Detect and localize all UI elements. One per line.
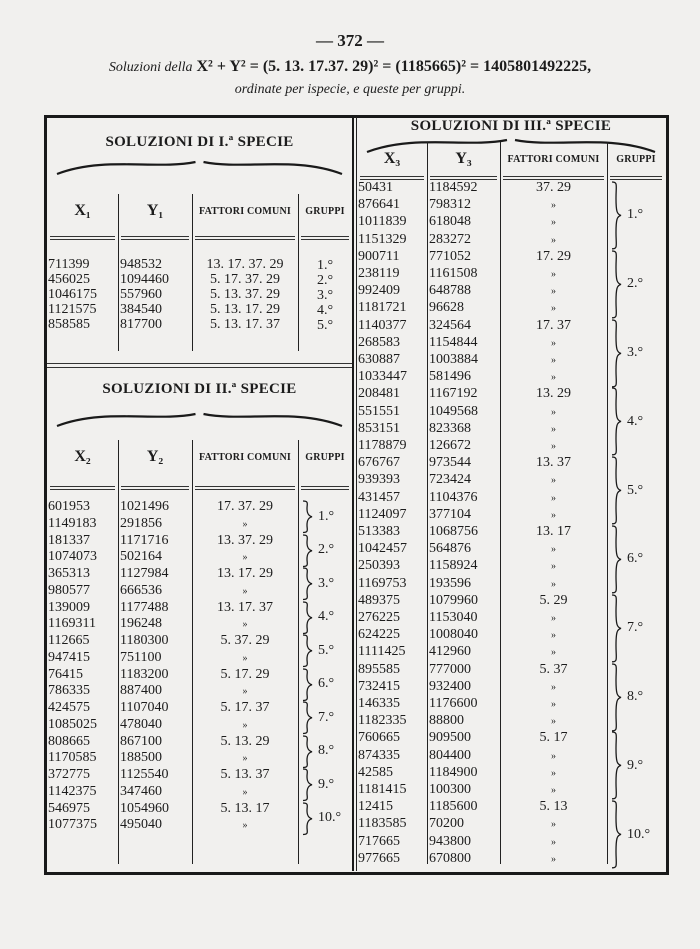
group-brace: [301, 768, 315, 802]
y-value: 291856: [120, 515, 162, 531]
column-header-s3-1: Y₃: [455, 150, 472, 167]
x-value: 431457: [358, 489, 400, 505]
group-label: 2.°: [318, 542, 335, 558]
common-factors: 17. 37. 29: [217, 499, 273, 514]
x-value: 139009: [48, 599, 90, 615]
x-value: 1124097: [358, 506, 407, 522]
common-factors: 5. 17. 37. 29: [210, 272, 280, 287]
ditto-mark: »: [551, 372, 556, 384]
column-line-s3: [427, 142, 428, 864]
y-value: 1127984: [120, 566, 169, 581]
group-label: 3.°: [316, 288, 334, 303]
y-value: 1184592: [429, 180, 478, 195]
ditto-mark: »: [551, 492, 556, 504]
header-rule-s2: [50, 486, 115, 490]
group-label: 6.°: [627, 551, 644, 567]
y-value: 909500: [429, 730, 471, 746]
y-value: 1054960: [120, 800, 169, 816]
ditto-mark: »: [242, 652, 248, 664]
y-value: 932400: [429, 678, 471, 694]
x-value: 112665: [48, 633, 90, 648]
common-factors: 13. 37: [536, 455, 571, 471]
column-header-s3-2: FATTORI COMUNI: [507, 154, 600, 165]
x-value: 876641: [358, 197, 400, 213]
ditto-mark: »: [551, 681, 556, 693]
y-value: 823368: [429, 420, 471, 436]
x-value: 624225: [358, 627, 400, 643]
y-value: 564876: [429, 541, 471, 557]
column-header-s2-1: Y₂: [146, 448, 164, 465]
group-brace: [610, 663, 624, 732]
common-factors: 17. 29: [536, 248, 571, 264]
x-value: 732415: [358, 678, 400, 694]
y-value: 1176600: [429, 696, 478, 711]
group-label: 8.°: [318, 743, 335, 759]
y-value: 377104: [429, 506, 471, 522]
y-value: 777000: [429, 661, 471, 677]
y-value: 384540: [120, 302, 162, 317]
x-value: 513383: [358, 524, 400, 539]
y-value: 1177488: [120, 599, 169, 615]
x-value: 146335: [358, 696, 400, 711]
group-label: 4.°: [316, 303, 334, 318]
ditto-mark: »: [551, 785, 556, 796]
header-rule-s1: [301, 236, 349, 240]
column-header-s1-1: Y₁: [146, 202, 164, 219]
page-title: [0, 58, 700, 76]
ditto-mark: »: [551, 355, 556, 366]
group-label: 1.°: [627, 207, 644, 223]
ditto-mark: »: [551, 767, 556, 779]
column-header-s2-3: GRUPPI: [305, 452, 345, 463]
x-value: 372775: [48, 767, 90, 782]
header-rule-s2: [301, 486, 349, 490]
ditto-mark: »: [242, 686, 248, 698]
x-value: 717665: [358, 833, 400, 849]
common-factors: 5. 37. 29: [220, 633, 270, 648]
group-brace: [610, 250, 624, 319]
ditto-mark: »: [551, 699, 556, 710]
x-value: 1178879: [358, 438, 407, 453]
ditto-mark: »: [551, 200, 556, 212]
y-value: 723424: [429, 472, 471, 488]
group-brace: [610, 525, 624, 594]
ditto-mark: »: [551, 286, 556, 298]
y-value: 88800: [429, 713, 464, 729]
common-factors: 13. 17. 37. 29: [206, 257, 284, 272]
group-label: 3.°: [318, 575, 335, 591]
group-brace: [610, 181, 624, 250]
common-factors: 5. 17. 37: [220, 700, 270, 715]
y-value: 283272: [429, 231, 471, 247]
y-value: 867100: [120, 733, 162, 749]
y-value: 126672: [429, 438, 471, 453]
x-value: 601953: [48, 499, 90, 514]
y-value: 1180300: [120, 633, 169, 648]
column-line-s3: [607, 142, 608, 864]
y-value: 1094460: [120, 272, 169, 287]
y-value: 478040: [120, 716, 162, 732]
header-rule-s2: [121, 486, 189, 490]
common-factors: 17. 37: [536, 317, 571, 333]
group-label: 4.°: [627, 413, 644, 429]
x-value: 489375: [358, 592, 400, 608]
group-label: 10.°: [627, 826, 651, 842]
x-value: 1181721: [358, 300, 407, 316]
x-value: 1151329: [358, 231, 407, 247]
group-label: 8.°: [627, 689, 644, 704]
x-value: 50431: [358, 180, 393, 195]
y-value: 1167192: [429, 386, 478, 402]
y-value: 948532: [120, 257, 162, 272]
ditto-mark: »: [551, 423, 556, 435]
heading-brace-s1: [53, 160, 346, 178]
column-header-s2-2: FATTORI COMUNI: [199, 452, 291, 463]
group-brace: [301, 802, 315, 836]
y-value: 804400: [429, 747, 471, 763]
x-value: 711399: [48, 257, 90, 272]
x-value: 365313: [48, 566, 90, 581]
header-rule-s1: [195, 236, 295, 240]
y-value: 324564: [429, 317, 471, 333]
y-value: 100300: [429, 782, 471, 797]
group-brace: [610, 731, 624, 800]
x-value: 1121575: [48, 302, 97, 317]
ditto-mark: »: [551, 406, 556, 418]
x-value: 12415: [358, 799, 393, 815]
group-label: 6.°: [318, 676, 335, 692]
x-value: 1074073: [48, 549, 97, 565]
x-value: 42585: [358, 764, 393, 780]
common-factors: 5. 29: [539, 592, 568, 608]
group-label: 4.°: [318, 609, 335, 625]
group-brace: [301, 601, 315, 635]
y-value: 1171716: [120, 532, 169, 548]
x-value: 939393: [358, 472, 400, 488]
common-factors: 13. 17: [536, 524, 571, 539]
common-factors: 5. 13. 37. 29: [210, 287, 280, 302]
title-equation: X² + Y² = (5. 13. 17.37. 29)² = (1185665)² = 1405801492225,: [196, 58, 592, 75]
common-factors: 5. 17. 29: [220, 666, 270, 682]
y-value: 666536: [120, 582, 162, 598]
group-label: 7.°: [318, 709, 335, 725]
x-value: 895585: [358, 661, 400, 677]
y-value: 670800: [429, 850, 471, 866]
group-label: 10.°: [318, 810, 342, 826]
ditto-mark: »: [551, 716, 556, 728]
x-value: 1169311: [48, 616, 96, 632]
column-header-s1-2: FATTORI COMUNI: [199, 206, 291, 217]
x-value: 858585: [48, 317, 90, 332]
y-value: 1049568: [429, 403, 478, 419]
y-value: 347460: [120, 783, 162, 799]
group-label: 2.°: [316, 273, 334, 288]
ditto-mark: »: [551, 441, 556, 452]
ditto-mark: »: [242, 518, 248, 530]
x-value: 1046175: [48, 287, 97, 302]
group-brace: [301, 534, 315, 568]
ditto-mark: »: [242, 619, 248, 631]
y-value: 1154844: [429, 334, 478, 350]
y-value: 495040: [120, 817, 162, 833]
y-value: 581496: [429, 369, 471, 385]
x-value: 456025: [48, 272, 90, 287]
section-heading-s2: SOLUZIONI DI II.ª SPECIE: [102, 381, 297, 397]
ditto-mark: »: [551, 750, 556, 762]
section-heading-s1: SOLUZIONI DI I.ª SPECIE: [105, 134, 294, 150]
y-value: 557960: [120, 287, 162, 302]
x-value: 980577: [48, 582, 90, 598]
x-value: 676767: [358, 455, 400, 471]
group-brace: [610, 456, 624, 525]
common-factors: 5. 17: [539, 730, 568, 746]
y-value: 618048: [429, 214, 471, 230]
x-value: 424575: [48, 700, 90, 715]
title-lead: Soluzioni della: [108, 60, 193, 75]
column-header-s2-0: X₂: [74, 448, 91, 465]
ditto-mark: »: [551, 613, 556, 624]
y-value: 887400: [120, 683, 162, 699]
y-value: 751100: [120, 649, 162, 665]
y-value: 1161508: [429, 266, 478, 281]
x-value: 76415: [48, 666, 83, 682]
column-header-s3-3: GRUPPI: [616, 154, 656, 165]
x-value: 900711: [358, 248, 400, 264]
group-brace: [301, 567, 315, 601]
common-factors: 5. 13. 37: [220, 767, 270, 782]
column-divider: [352, 117, 354, 871]
common-factors: 5. 13: [539, 799, 568, 815]
ditto-mark: »: [551, 836, 556, 848]
y-value: 798312: [429, 197, 471, 213]
header-rule-s1: [50, 236, 115, 240]
y-value: 1021496: [120, 499, 169, 514]
column-divider: [356, 117, 357, 871]
x-value: 808665: [48, 733, 90, 749]
ditto-mark: »: [551, 561, 556, 573]
x-value: 181337: [48, 532, 90, 548]
ditto-mark: »: [551, 647, 556, 659]
ditto-mark: »: [551, 853, 556, 865]
y-value: 1107040: [120, 700, 169, 715]
x-value: 551551: [358, 403, 400, 419]
y-value: 1068756: [429, 524, 478, 539]
column-line-s2: [298, 440, 299, 864]
header-rule-s3: [610, 176, 662, 180]
header-rule-s1: [121, 236, 189, 240]
y-value: 502164: [120, 549, 162, 565]
group-brace: [301, 668, 315, 702]
y-value: 771052: [429, 248, 471, 264]
x-value: 276225: [358, 610, 400, 625]
y-value: 1125540: [120, 767, 169, 782]
group-brace: [301, 701, 315, 735]
group-label: 9.°: [318, 776, 335, 792]
ditto-mark: »: [551, 337, 556, 349]
group-label: 2.°: [627, 276, 644, 292]
y-value: 1153040: [429, 610, 478, 625]
y-value: 193596: [429, 575, 471, 591]
ditto-mark: »: [242, 820, 248, 832]
common-factors: 5. 13. 17: [220, 800, 270, 816]
section-separator: [47, 363, 352, 368]
ditto-mark: »: [242, 719, 248, 731]
x-value: 760665: [358, 730, 400, 746]
page-subtitle: ordinate per ispecie, e queste per gruppi.: [234, 82, 466, 97]
common-factors: 5. 13. 17. 37: [210, 317, 280, 332]
x-value: 1140377: [358, 317, 407, 333]
column-header-s1-0: X₁: [74, 202, 91, 219]
column-line-s1: [118, 194, 119, 351]
x-value: 786335: [48, 683, 90, 699]
y-value: 1104376: [429, 489, 478, 505]
x-value: 1169753: [358, 575, 407, 591]
x-value: 1149183: [48, 515, 97, 531]
ditto-mark: »: [551, 217, 556, 229]
ditto-mark: »: [551, 269, 556, 280]
x-value: 1111425: [358, 644, 406, 660]
common-factors: 5. 13. 29: [220, 733, 270, 749]
column-header-s3-0: X₃: [383, 150, 401, 167]
y-value: 1008040: [429, 627, 478, 643]
group-brace: [610, 387, 624, 456]
y-value: 188500: [120, 750, 162, 766]
y-value: 96628: [429, 300, 464, 316]
ditto-mark: »: [551, 578, 556, 590]
ditto-mark: »: [551, 234, 556, 246]
group-label: 3.°: [627, 345, 644, 360]
x-value: 238119: [358, 266, 400, 281]
group-label: 1.°: [318, 508, 335, 524]
ditto-mark: »: [551, 630, 556, 642]
common-factors: 13. 17. 37: [217, 599, 273, 615]
x-value: 1033447: [358, 369, 407, 385]
group-label: 1.°: [316, 258, 334, 273]
group-label: 5.°: [316, 318, 334, 333]
x-value: 947415: [48, 649, 90, 665]
ditto-mark: »: [551, 819, 556, 831]
section-heading-s3: SOLUZIONI DI III.ª SPECIE: [410, 118, 612, 134]
y-value: 648788: [429, 283, 471, 299]
y-value: 1158924: [429, 558, 478, 574]
y-value: 973544: [429, 455, 471, 471]
y-value: 1183200: [120, 666, 169, 682]
group-label: 7.°: [627, 620, 644, 636]
x-value: 1077375: [48, 817, 97, 833]
ditto-mark: »: [551, 509, 556, 521]
y-value: 70200: [429, 816, 464, 832]
ditto-mark: »: [551, 544, 556, 556]
y-value: 196248: [120, 616, 162, 632]
ditto-mark: »: [242, 552, 248, 564]
ditto-mark: »: [242, 753, 248, 765]
ditto-mark: »: [242, 585, 248, 597]
x-value: 546975: [48, 800, 90, 816]
common-factors: 13. 37. 29: [217, 532, 273, 548]
group-brace: [301, 634, 315, 668]
common-factors: 37. 29: [536, 180, 571, 195]
y-value: 817700: [120, 317, 162, 332]
page-number: — 372 —: [316, 31, 384, 50]
x-value: 992409: [358, 283, 400, 299]
ditto-mark: »: [551, 303, 556, 315]
group-brace: [301, 735, 315, 769]
x-value: 874335: [358, 747, 400, 763]
common-factors: 5. 13. 17. 29: [210, 302, 280, 317]
y-value: 1079960: [429, 592, 478, 608]
x-value: 1142375: [48, 783, 97, 799]
y-value: 412960: [429, 644, 471, 660]
y-value: 1003884: [429, 352, 478, 367]
x-value: 1170585: [48, 750, 97, 766]
header-rule-s2: [195, 486, 295, 490]
x-value: 630887: [358, 352, 400, 367]
column-header-s1-3: GRUPPI: [305, 206, 345, 217]
x-value: 1042457: [358, 541, 407, 557]
x-value: 1183585: [358, 816, 407, 832]
group-label: 9.°: [627, 757, 644, 773]
x-value: 268583: [358, 334, 400, 350]
x-value: 1011839: [358, 214, 407, 230]
ditto-mark: »: [551, 475, 556, 487]
group-label: 5.°: [318, 642, 335, 658]
y-value: 943800: [429, 833, 471, 849]
group-brace: [610, 319, 624, 388]
common-factors: 13. 17. 29: [217, 566, 273, 581]
heading-brace-s2: [53, 412, 346, 430]
group-brace: [610, 800, 624, 869]
x-value: 853151: [358, 420, 400, 436]
group-label: 5.°: [627, 482, 644, 498]
group-brace: [610, 594, 624, 663]
ditto-mark: »: [242, 786, 248, 798]
column-line-s2: [118, 440, 119, 864]
x-value: 250393: [358, 558, 400, 574]
x-value: 208481: [358, 386, 400, 402]
y-value: 1185600: [429, 799, 478, 815]
x-value: 977665: [358, 850, 400, 866]
x-value: 1085025: [48, 716, 97, 732]
x-value: 1181415: [358, 782, 407, 797]
common-factors: 5. 37: [539, 661, 568, 677]
x-value: 1182335: [358, 713, 407, 729]
common-factors: 13. 29: [536, 386, 571, 402]
y-value: 1184900: [429, 764, 478, 780]
group-brace: [301, 500, 315, 534]
